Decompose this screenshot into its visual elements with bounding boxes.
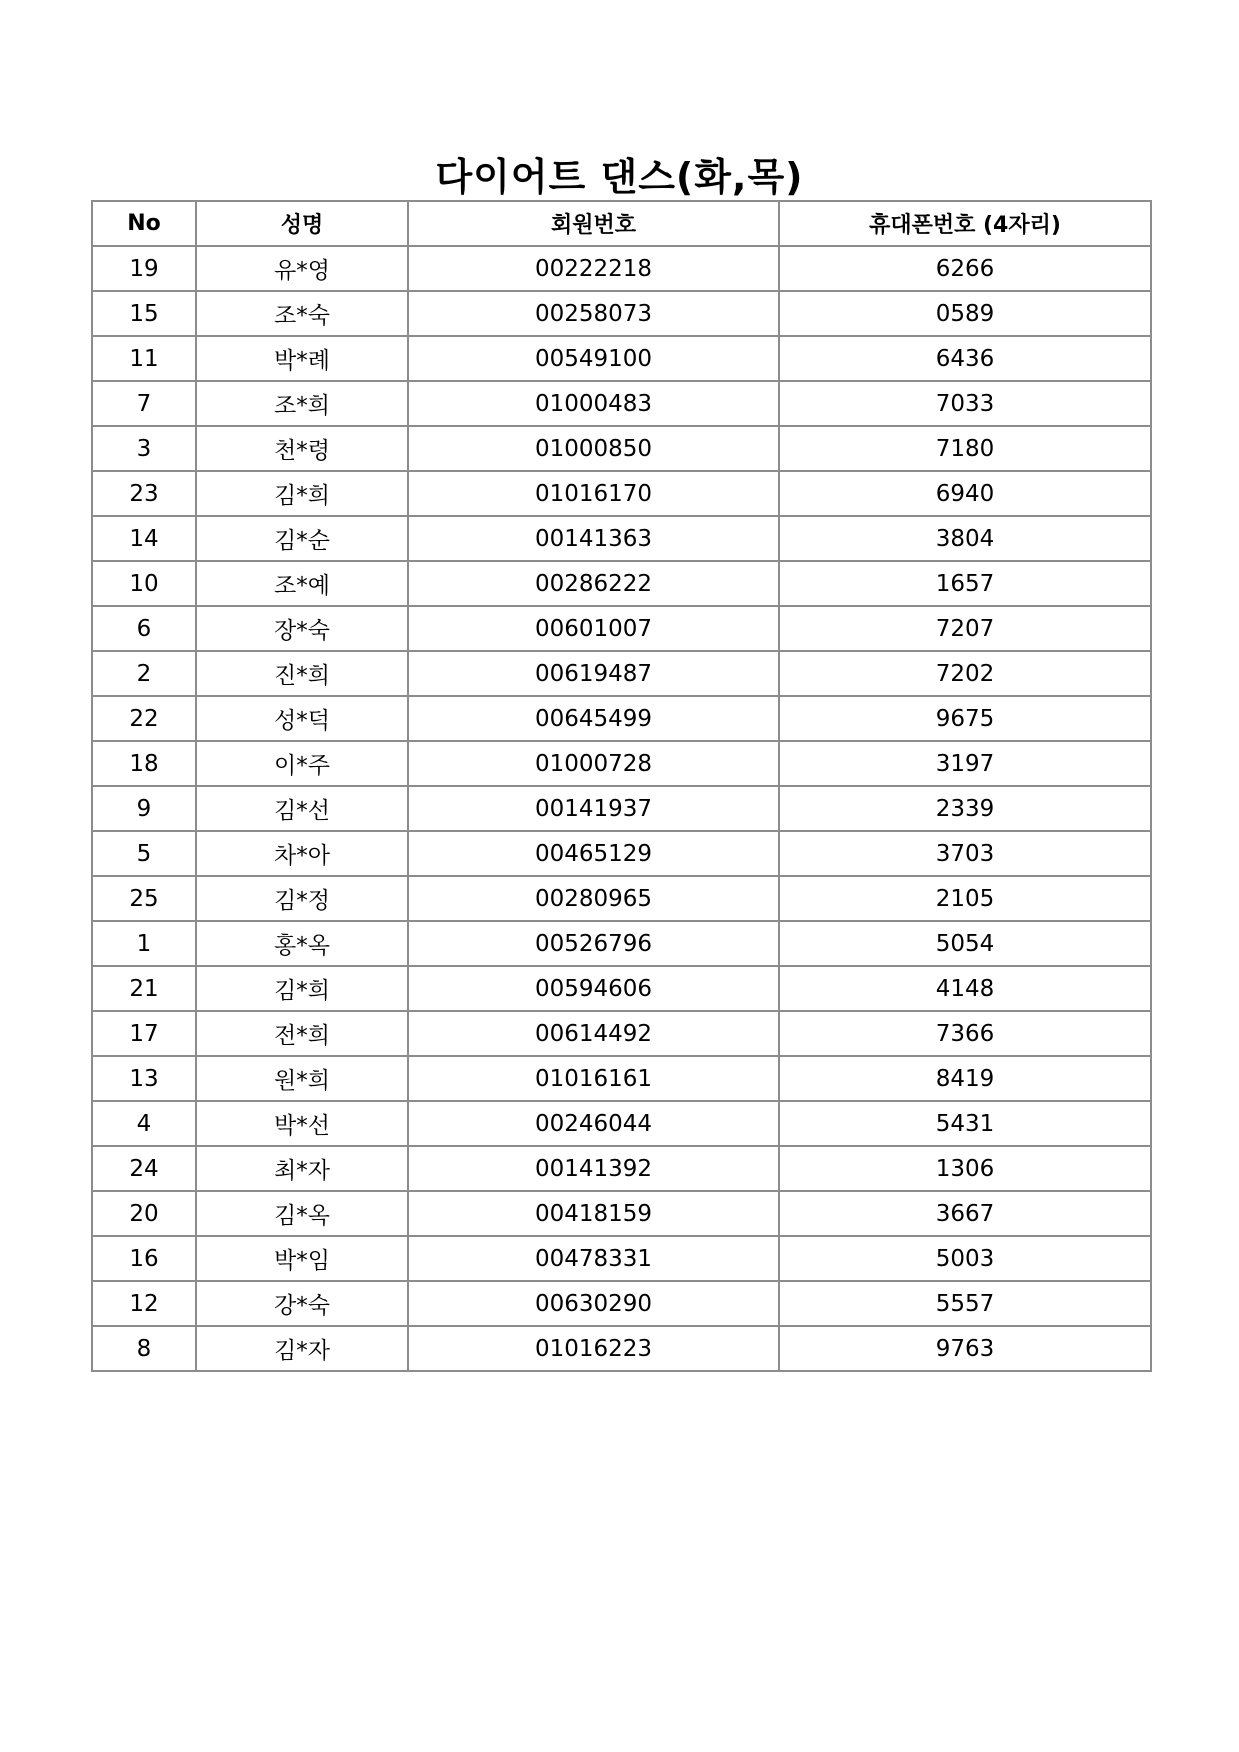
cell-name: 김*옥 [196, 1191, 408, 1236]
cell-name: 차*아 [196, 831, 408, 876]
cell-member-number: 01000850 [408, 426, 779, 471]
table-row [92, 336, 1151, 381]
cell-phone-last4: 3667 [779, 1191, 1151, 1236]
table-row [92, 741, 1151, 786]
header-name: 성명 [196, 201, 408, 246]
cell-member-number: 01000483 [408, 381, 779, 426]
cell-phone-last4: 3197 [779, 741, 1151, 786]
cell-no: 2 [92, 651, 196, 696]
cell-member-number: 01016223 [408, 1326, 779, 1371]
cell-no: 17 [92, 1011, 196, 1056]
cell-name: 이*주 [196, 741, 408, 786]
cell-member-number: 00549100 [408, 336, 779, 381]
cell-name: 강*숙 [196, 1281, 408, 1326]
cell-member-number: 00614492 [408, 1011, 779, 1056]
cell-phone-last4: 7033 [779, 381, 1151, 426]
cell-member-number: 00280965 [408, 876, 779, 921]
cell-no: 1 [92, 921, 196, 966]
cell-phone-last4: 9675 [779, 696, 1151, 741]
cell-member-number: 01016161 [408, 1056, 779, 1101]
cell-phone-last4: 1306 [779, 1146, 1151, 1191]
table-row [92, 1326, 1151, 1371]
cell-name: 김*정 [196, 876, 408, 921]
cell-member-number: 00630290 [408, 1281, 779, 1326]
cell-no: 20 [92, 1191, 196, 1236]
table-row [92, 471, 1151, 516]
cell-member-number: 00619487 [408, 651, 779, 696]
cell-name: 김*희 [196, 966, 408, 1011]
table-row [92, 381, 1151, 426]
cell-member-number: 00601007 [408, 606, 779, 651]
cell-phone-last4: 5054 [779, 921, 1151, 966]
cell-phone-last4: 3703 [779, 831, 1151, 876]
cell-phone-last4: 8419 [779, 1056, 1151, 1101]
cell-name: 전*희 [196, 1011, 408, 1056]
cell-no: 23 [92, 471, 196, 516]
cell-name: 김*희 [196, 471, 408, 516]
cell-member-number: 00418159 [408, 1191, 779, 1236]
cell-member-number: 00246044 [408, 1101, 779, 1146]
table-row [92, 291, 1151, 336]
cell-name: 김*자 [196, 1326, 408, 1371]
cell-name: 장*숙 [196, 606, 408, 651]
cell-phone-last4: 6436 [779, 336, 1151, 381]
table-row [92, 651, 1151, 696]
cell-phone-last4: 5557 [779, 1281, 1151, 1326]
table-row [92, 1101, 1151, 1146]
cell-member-number: 00286222 [408, 561, 779, 606]
table-row [92, 921, 1151, 966]
cell-member-number: 00645499 [408, 696, 779, 741]
cell-phone-last4: 6940 [779, 471, 1151, 516]
cell-no: 16 [92, 1236, 196, 1281]
cell-name: 김*순 [196, 516, 408, 561]
cell-no: 7 [92, 381, 196, 426]
cell-phone-last4: 3804 [779, 516, 1151, 561]
cell-no: 21 [92, 966, 196, 1011]
table-row [92, 696, 1151, 741]
cell-phone-last4: 5003 [779, 1236, 1151, 1281]
cell-phone-last4: 9763 [779, 1326, 1151, 1371]
cell-phone-last4: 5431 [779, 1101, 1151, 1146]
table-row [92, 246, 1151, 291]
table-row [92, 426, 1151, 471]
cell-member-number: 00594606 [408, 966, 779, 1011]
cell-member-number: 00258073 [408, 291, 779, 336]
cell-no: 15 [92, 291, 196, 336]
cell-member-number: 00141363 [408, 516, 779, 561]
table-row [92, 831, 1151, 876]
cell-name: 천*령 [196, 426, 408, 471]
cell-name: 유*영 [196, 246, 408, 291]
cell-phone-last4: 7366 [779, 1011, 1151, 1056]
cell-phone-last4: 6266 [779, 246, 1151, 291]
table-row [92, 606, 1151, 651]
cell-name: 박*례 [196, 336, 408, 381]
cell-name: 박*임 [196, 1236, 408, 1281]
cell-no: 13 [92, 1056, 196, 1101]
header-member-number: 회원번호 [408, 201, 779, 246]
table-row [92, 1281, 1151, 1326]
cell-no: 3 [92, 426, 196, 471]
table-row [92, 1146, 1151, 1191]
cell-no: 24 [92, 1146, 196, 1191]
cell-phone-last4: 7202 [779, 651, 1151, 696]
cell-no: 8 [92, 1326, 196, 1371]
cell-name: 김*선 [196, 786, 408, 831]
cell-member-number: 00141392 [408, 1146, 779, 1191]
cell-member-number: 00465129 [408, 831, 779, 876]
cell-no: 22 [92, 696, 196, 741]
cell-name: 조*숙 [196, 291, 408, 336]
cell-name: 진*희 [196, 651, 408, 696]
cell-no: 12 [92, 1281, 196, 1326]
cell-no: 19 [92, 246, 196, 291]
cell-name: 홍*옥 [196, 921, 408, 966]
cell-phone-last4: 7180 [779, 426, 1151, 471]
table-row [92, 1191, 1151, 1236]
cell-phone-last4: 7207 [779, 606, 1151, 651]
table-body [92, 246, 1151, 1371]
member-table [91, 200, 1152, 1372]
cell-name: 최*자 [196, 1146, 408, 1191]
table-row [92, 876, 1151, 921]
cell-no: 5 [92, 831, 196, 876]
table-row [92, 561, 1151, 606]
table-row [92, 1056, 1151, 1101]
cell-no: 4 [92, 1101, 196, 1146]
cell-name: 박*선 [196, 1101, 408, 1146]
cell-no: 18 [92, 741, 196, 786]
cell-member-number: 00222218 [408, 246, 779, 291]
cell-name: 원*희 [196, 1056, 408, 1101]
table-row [92, 1236, 1151, 1281]
cell-member-number: 00478331 [408, 1236, 779, 1281]
table-row [92, 516, 1151, 561]
cell-name: 성*덕 [196, 696, 408, 741]
cell-name: 조*예 [196, 561, 408, 606]
cell-no: 9 [92, 786, 196, 831]
page-title: 다이어트 댄스(화,목) [435, 155, 804, 200]
cell-phone-last4: 2105 [779, 876, 1151, 921]
cell-phone-last4: 4148 [779, 966, 1151, 1011]
table-row [92, 786, 1151, 831]
table-row [92, 966, 1151, 1011]
cell-phone-last4: 0589 [779, 291, 1151, 336]
header-no: No [92, 201, 196, 246]
cell-no: 6 [92, 606, 196, 651]
header-phone-last4: 휴대폰번호 (4자리) [779, 201, 1151, 246]
cell-member-number: 01016170 [408, 471, 779, 516]
table-header-row [92, 201, 1151, 246]
cell-member-number: 00141937 [408, 786, 779, 831]
cell-no: 14 [92, 516, 196, 561]
cell-no: 25 [92, 876, 196, 921]
cell-no: 10 [92, 561, 196, 606]
cell-no: 11 [92, 336, 196, 381]
cell-phone-last4: 2339 [779, 786, 1151, 831]
table-row [92, 1011, 1151, 1056]
cell-phone-last4: 1657 [779, 561, 1151, 606]
cell-member-number: 00526796 [408, 921, 779, 966]
cell-member-number: 01000728 [408, 741, 779, 786]
cell-name: 조*희 [196, 381, 408, 426]
